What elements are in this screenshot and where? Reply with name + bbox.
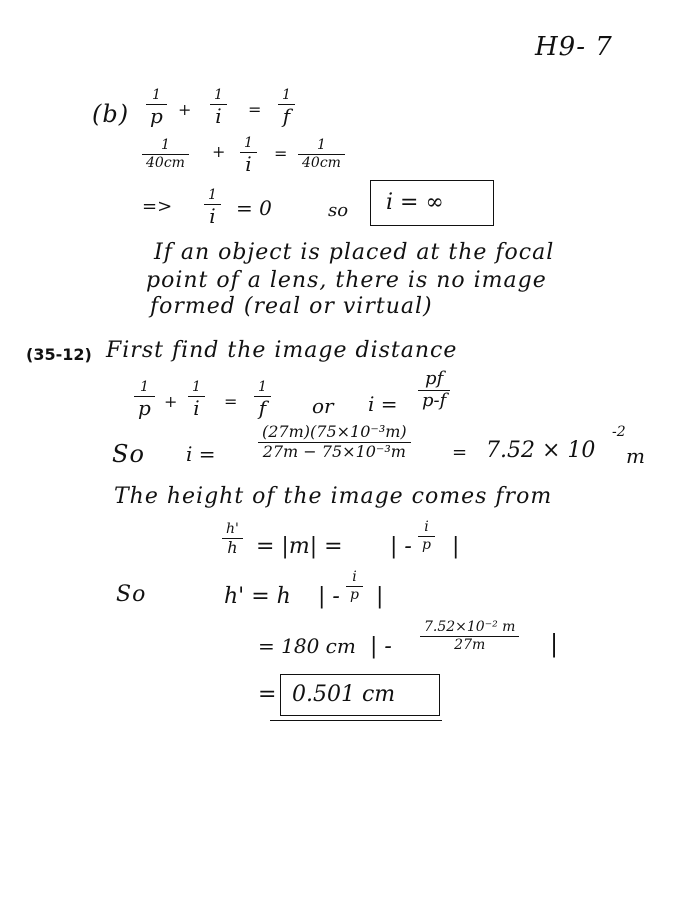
- eq3-equals-zero: = 0: [236, 196, 272, 220]
- hprime-i-num: i: [352, 569, 357, 585]
- hprime-frac-i-over-p: [346, 570, 363, 602]
- lens-t2-num: 1: [192, 379, 201, 395]
- calc-i-equals: i =: [186, 442, 216, 466]
- lens-frac-1-over-i: [188, 380, 205, 419]
- note-line-1: If an object is placed at the focal: [154, 240, 555, 265]
- eq1-frac-1-over-p: [146, 88, 167, 127]
- eq3-den: i: [209, 203, 216, 228]
- height-intro: The height of the image comes from: [114, 484, 553, 509]
- eq2-t2-num: 1: [244, 135, 253, 151]
- eq1-frac-1-over-f: [278, 88, 295, 127]
- lens-plus: +: [164, 392, 178, 411]
- lens-frac-1-over-p: [134, 380, 155, 419]
- eq3-implies: =>: [142, 196, 173, 217]
- eq1-frac-1-over-i: [210, 88, 227, 127]
- mag-h-den: h: [227, 537, 238, 557]
- eq3-result: i = ∞: [386, 190, 444, 215]
- note-line-2: point of a lens, there is no image: [146, 268, 547, 293]
- mag-h-num: h': [226, 521, 239, 537]
- lens-frac-1-over-f: [254, 380, 271, 419]
- lens-t3-den: f: [258, 395, 267, 420]
- mag-i-den: p: [422, 536, 431, 553]
- eq1-t3-num: 1: [282, 87, 291, 103]
- lens-t1-den: p: [138, 395, 151, 420]
- calc-den: 27m − 75×10⁻³m: [262, 441, 406, 461]
- step1-abs-open: | -: [370, 634, 392, 659]
- eq2-frac-1-over-40cm-b: [298, 138, 345, 170]
- eq2-t2-den: i: [245, 151, 252, 176]
- eq2-equals: =: [274, 144, 288, 163]
- eq1-equals: =: [248, 100, 262, 119]
- eq2-plus: +: [212, 142, 226, 161]
- eq1-t2-num: 1: [214, 87, 223, 103]
- calc-num: (27m)(75×10⁻³m): [262, 422, 407, 441]
- eq1-t2-den: i: [215, 103, 222, 128]
- lens-rhs-den: p-f: [422, 389, 447, 411]
- intro-text: First find the image distance: [106, 338, 458, 363]
- mag-i-num: i: [424, 519, 429, 535]
- step1-eq: = 180 cm: [258, 634, 356, 658]
- so-2: So: [116, 582, 147, 607]
- step1-den: 27m: [454, 636, 486, 653]
- step1-num: 7.52×10⁻² m: [424, 619, 516, 635]
- mag-abs-open: | -: [390, 534, 412, 559]
- eq3-num: 1: [208, 187, 217, 203]
- lens-t2-den: i: [193, 395, 200, 420]
- eq1-t3-den: f: [282, 103, 291, 128]
- lens-frac-pf-over-p-minus-f: [418, 370, 450, 411]
- calc-result-exponent: -2: [612, 424, 626, 440]
- mag-equals-m: = |m| =: [256, 534, 343, 559]
- eq2-frac-1-over-40cm-a: [142, 138, 189, 170]
- eq2-frac-1-over-i: [240, 136, 257, 175]
- eq3-frac-1-over-i: [204, 188, 221, 227]
- note-line-3: formed (real or virtual): [150, 294, 433, 319]
- eq2-t1-den: 40cm: [146, 154, 185, 171]
- eq2-t3-den: 40cm: [302, 154, 341, 171]
- calc-so: So: [112, 440, 145, 468]
- hprime-i-den: p: [350, 586, 359, 603]
- hprime-lhs: h' = h: [224, 584, 291, 609]
- answer-value: 0.501 cm: [292, 682, 396, 707]
- answer-eq: =: [258, 682, 277, 707]
- lens-or: or: [312, 394, 334, 418]
- lens-equals: =: [224, 392, 238, 411]
- mag-abs-close: |: [452, 534, 460, 559]
- eq2-t3-num: 1: [317, 137, 326, 153]
- eq3-so: so: [328, 200, 349, 221]
- part-b-label: (b): [92, 100, 130, 128]
- lens-rhs-num: pf: [425, 368, 444, 389]
- mag-frac-hprime-over-h: [222, 522, 243, 556]
- page-id: H9- 7: [535, 32, 613, 62]
- calc-equals: =: [452, 442, 468, 463]
- calc-result-unit: m: [626, 444, 645, 468]
- eq2-t1-num: 1: [161, 137, 170, 153]
- eq1-plus: +: [178, 100, 192, 119]
- step1-abs-close: |: [550, 630, 559, 658]
- mag-frac-i-over-p: [418, 520, 435, 552]
- step1-fraction: [420, 620, 519, 652]
- lens-t1-num: 1: [139, 379, 149, 395]
- hprime-abs-open: | -: [318, 584, 340, 609]
- calc-fraction: [258, 424, 411, 461]
- lens-i-equals: i =: [368, 392, 398, 416]
- eq1-t1-den: p: [150, 103, 163, 128]
- eq1-t1-num: 1: [151, 87, 161, 103]
- answer-underline: [270, 720, 442, 721]
- hprime-abs-close: |: [376, 584, 384, 609]
- lens-t3-num: 1: [258, 379, 267, 395]
- calc-result-base: 7.52 × 10: [486, 438, 596, 463]
- problem-number: (35-12): [26, 345, 92, 364]
